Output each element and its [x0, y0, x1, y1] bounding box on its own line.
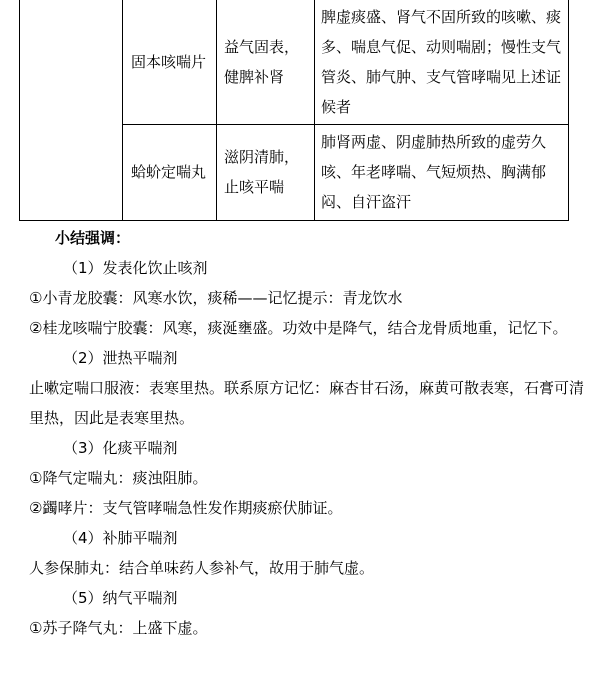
summary-section-title: （1）发表化饮止咳剂 — [63, 259, 208, 277]
summary-item: ②桂龙咳喘宁胶囊：风寒，痰涎壅盛。功效中是降气，结合龙骨质地重，记忆下。 — [29, 319, 568, 337]
summary-section-title: （5）纳气平喘剂 — [63, 589, 178, 607]
formula-effect-cell: 益气固表，健脾补肾 — [217, 0, 315, 124]
summary-section-title: （3）化痰平喘剂 — [63, 439, 178, 457]
summary-item: ①降气定喘丸：痰浊阻肺。 — [29, 469, 208, 487]
summary-section-title: （2）泄热平喘剂 — [63, 349, 178, 367]
formula-name-cell: 固本咳喘片 — [123, 0, 217, 124]
formula-name-cell: 蛤蚧定喘丸 — [123, 124, 217, 220]
formula-effect-cell: 滋阴清肺，止咳平喘 — [217, 124, 315, 220]
category-cell — [20, 0, 123, 220]
summary-item: 止嗽定喘口服液：表寒里热。联系原方记忆：麻杏甘石汤，麻黄可散表寒，石膏可清里热，因此是表寒里热。 — [29, 379, 585, 427]
summary-item: ①苏子降气丸：上盛下虚。 — [29, 619, 208, 637]
summary-item: ②蠲哮片：支气管哮喘急性发作期痰瘀伏肺证。 — [29, 499, 343, 517]
formula-table — [19, 0, 569, 221]
summary-item: ①小青龙胶囊：风寒水饮，痰稀——记忆提示：青龙饮水 — [29, 289, 403, 307]
summary-section — [27, 223, 587, 643]
formula-indication-cell: 肺肾两虚、阴虚肺热所致的虚劳久咳、年老哮喘、气短烦热、胸满郁闷、自汗盗汗 — [315, 124, 569, 220]
summary-heading: 小结强调： — [55, 229, 131, 247]
summary-section-title: （4）补肺平喘剂 — [63, 529, 178, 547]
summary-item: 人参保肺丸：结合单味药人参补气，故用于肺气虚。 — [29, 559, 375, 577]
table-row — [20, 0, 569, 124]
formula-indication-cell: 脾虚痰盛、肾气不固所致的咳嗽、痰多、喘息气促、动则喘剧；慢性支气管炎、肺气肿、支气管哮喘见上述证候者 — [315, 0, 569, 124]
